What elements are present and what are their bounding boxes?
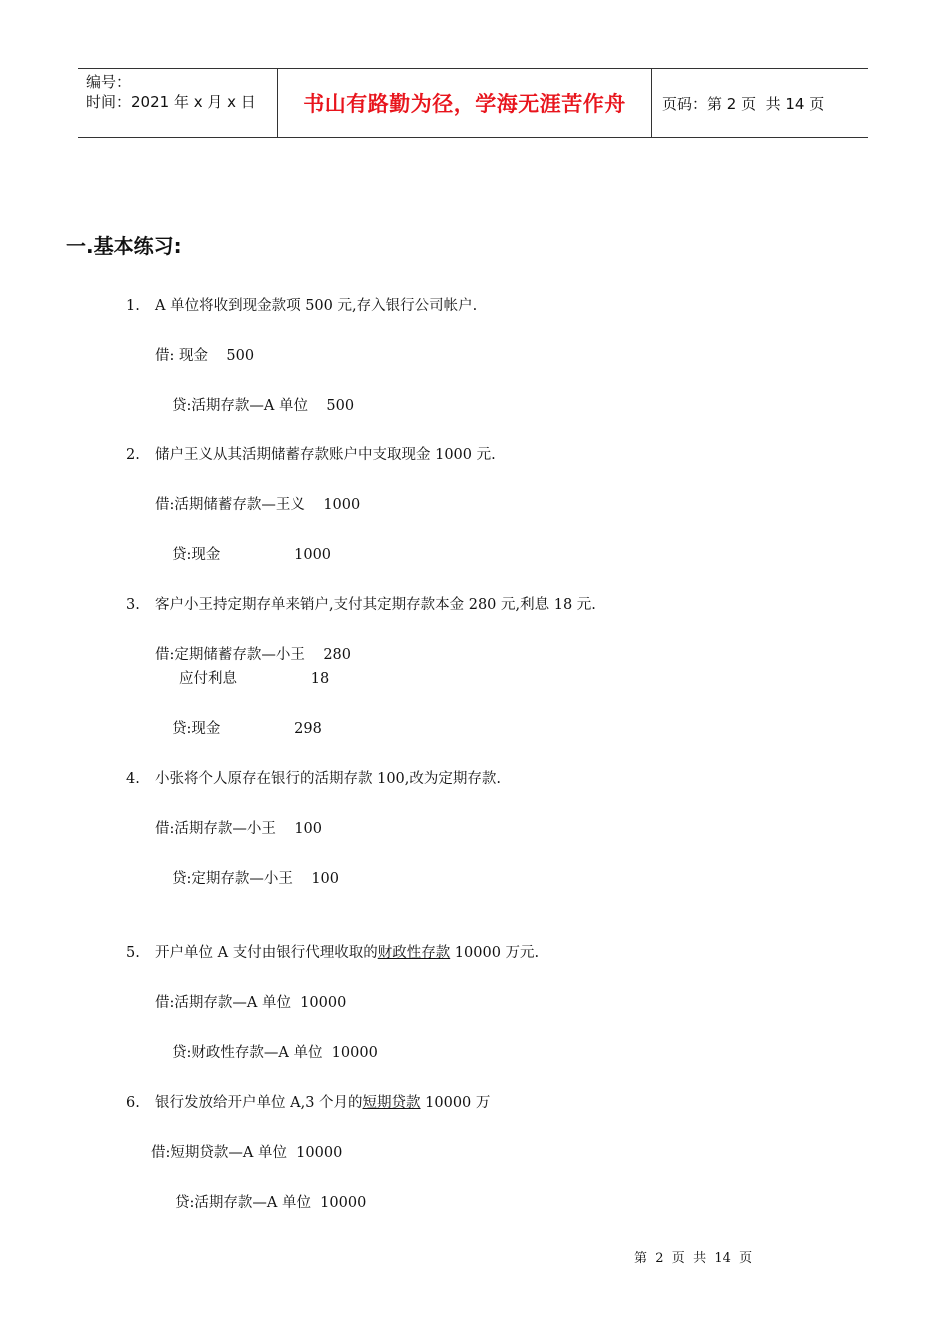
number-label: 编号： <box>86 73 132 91</box>
header-page-info: 页码：第 2 页 共 14 页 <box>662 94 825 113</box>
question-text: A 单位将收到现金款项 500 元,存入银行公司帐户. <box>155 298 478 314</box>
page-header <box>78 68 868 138</box>
credit-entry-2: 贷:现金 1000 <box>172 547 332 563</box>
page-footer: 第 2 页 共 14 页 <box>634 1251 753 1266</box>
debit-entry-1: 借: 现金 500 <box>155 348 255 364</box>
item-number: 4. <box>126 771 140 787</box>
credit-entry-4: 贷:定期存款—小王 100 <box>172 871 339 887</box>
question-text: 客户小王持定期存单来销户,支付其定期存款本金 280 元,利息 18 元. <box>155 597 596 613</box>
question-4 <box>126 769 501 789</box>
debit-entry-3: 借:定期储蓄存款—小王 280 <box>155 647 351 663</box>
credit-entry-1: 贷:活期存款—A 单位 500 <box>172 398 355 414</box>
section-title: 一.基本练习: <box>66 234 182 258</box>
debit-entry-2: 借:活期储蓄存款—王义 1000 <box>155 497 361 513</box>
header-meta <box>78 69 278 137</box>
time-label: 时间：2021 年 x 月 x 日 <box>86 93 256 111</box>
question-text: 银行发放给开户单位 A,3 个月的 <box>155 1095 363 1111</box>
question-3 <box>126 595 596 615</box>
question-text: 小张将个人原存在银行的活期存款 100,改为定期存款. <box>155 771 502 787</box>
underlined-term: 财政性存款 <box>377 945 451 961</box>
item-number: 5. <box>126 945 140 961</box>
item-number: 2. <box>126 447 140 463</box>
question-1 <box>126 296 477 316</box>
question-5 <box>126 943 539 963</box>
question-text: 储户王义从其活期储蓄存款账户中支取现金 1000 元. <box>155 447 496 463</box>
question-6 <box>126 1093 490 1113</box>
credit-entry-5: 贷:财政性存款—A 单位 10000 <box>172 1045 378 1061</box>
debit-entry-3b: 应付利息 18 <box>179 671 330 687</box>
item-number: 3. <box>126 597 140 613</box>
debit-entry-5: 借:活期存款—A 单位 10000 <box>155 995 347 1011</box>
question-text-tail: 10000 万 <box>420 1095 491 1111</box>
debit-entry-4: 借:活期存款—小王 100 <box>155 821 322 837</box>
item-number: 6. <box>126 1095 140 1111</box>
debit-entry-6: 借:短期贷款—A 单位 10000 <box>151 1145 343 1161</box>
credit-entry-6: 贷:活期存款—A 单位 10000 <box>175 1195 367 1211</box>
question-text: 开户单位 A 支付由银行代理收取的 <box>155 945 378 961</box>
credit-entry-3: 贷:现金 298 <box>172 721 322 737</box>
question-2 <box>126 445 496 465</box>
header-motto: 书山有路勤为径，学海无涯苦作舟 <box>278 69 652 137</box>
question-text-tail: 10000 万元. <box>450 945 540 961</box>
item-number: 1. <box>126 298 140 314</box>
underlined-term: 短期贷款 <box>362 1095 421 1111</box>
